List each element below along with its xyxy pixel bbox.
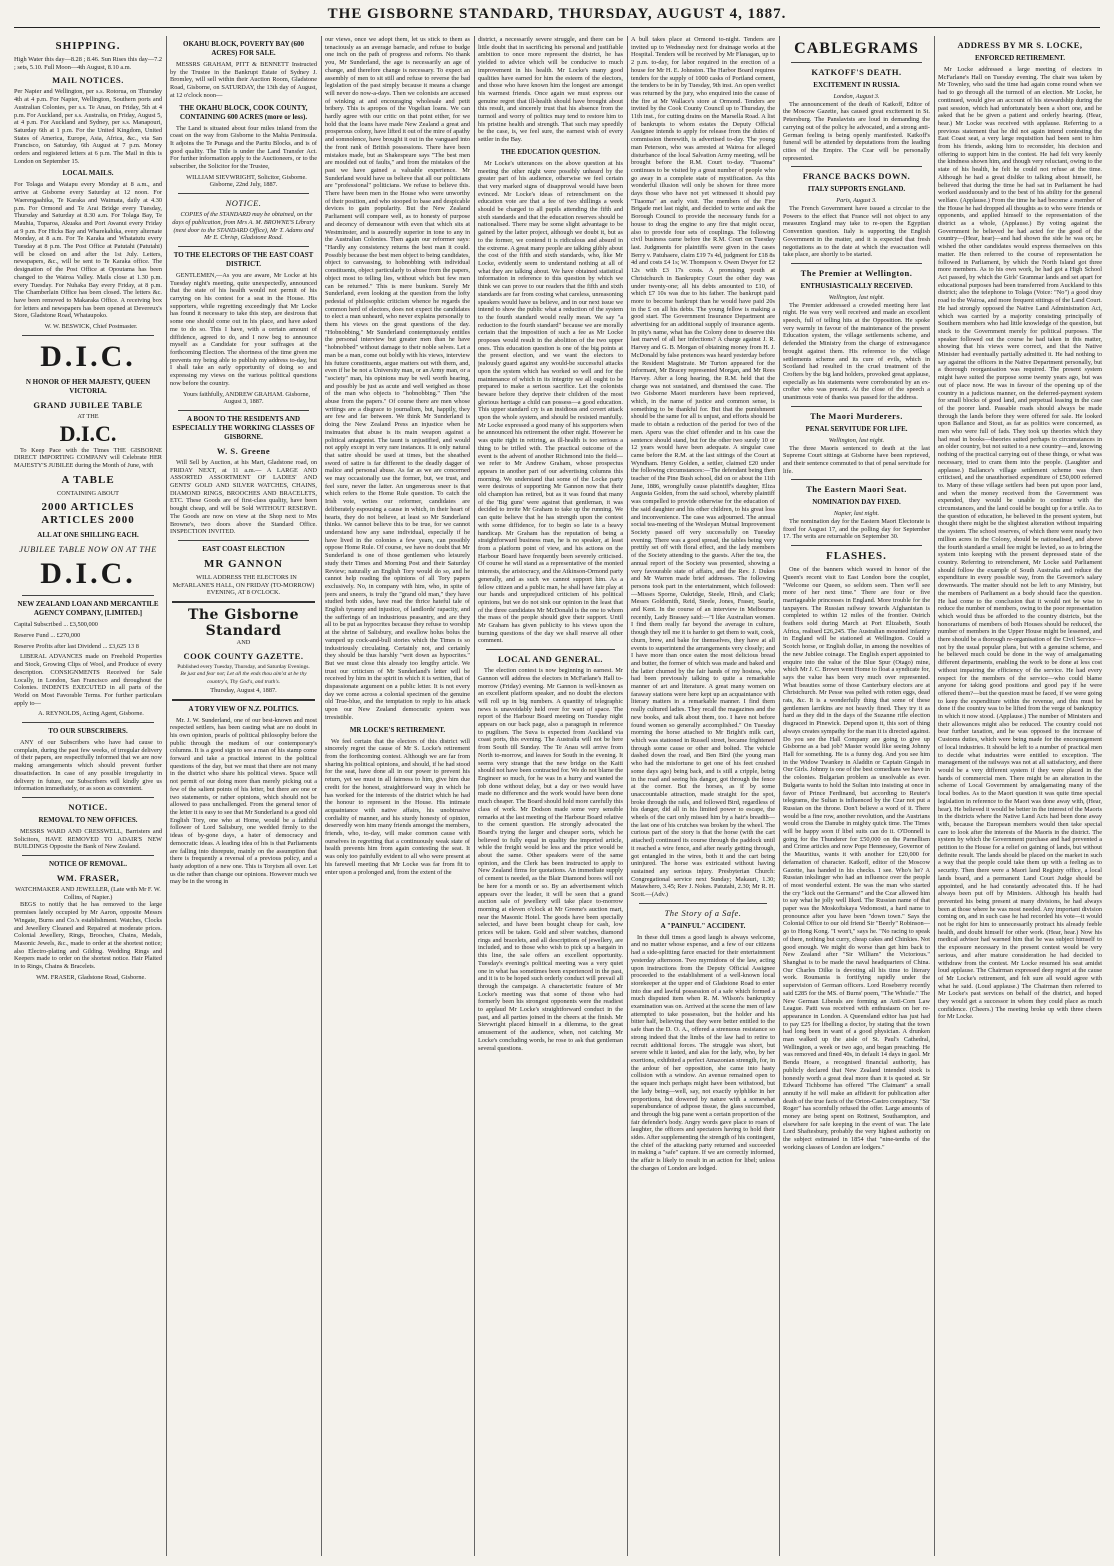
france-text: The French Government have issued a circular to the Powers to the effect that France will not object to any measures England may take to re-open the Egyptian Convention question. Italy is supporting the English Government in the matter, and it is expected that fresh negotiations as to the date at which the evacuation will take place, are shortly to be started. — [783, 205, 930, 259]
rule — [791, 62, 922, 63]
masthead-title: THE GISBORNE STANDARD, THURSDAY, AUGUST 4, 1887. — [327, 6, 787, 22]
story-of-safe-text: In these dull times a good laugh is always welcome, and no matter whose expense, and a few of our citizens had a side-splitting farce enacted for their entertainment yesterday afternoon. Two myrmidons of the law, acting upon instructions from the Deputy Official Assignee proceeded to the establishment of a well-known local storekeeper at the upper end of Gladstone Road to enter into due and lawful possession of a safe which formed a much disputed item when R. M. Wilson's bankruptcy examination was on. Arrived at the scene the men of law attempted to take possession, but the holder and his bitter half, believing that they were better entitled to the safe than the D. O. A., offered a strenuous resistance so strong indeed that the limbs of the law had to retire to recruit additional forces. The struggle was short, but severe while it lasted, and alas for the lady, who, by her exertions, exhibited a perfect Amazonian strength, for, in the ardour of her opposition, she came into hasty collision with a window. An avenue remained open to the square inch perhaps might have been withstood, but the lady being—well, say, not exactly sylphlike in her proportions, but dowered by nature with a somewhat superabundance of adipose tissue, the glass succumbed, and through the big pane went a certain proportion of the fair defender's body. Angry words gave place to roars of laughter, the officers and spectators having to hold their sides. After supplementing the strength of his contingent, the chief of the attacking party returned and succeeded in making a "safe" capture. If we are correctly informed, the affair is likely to result in an action for libel; unless the charges of London are lodged. — [631, 933, 775, 1172]
electors-letter: GENTLEMEN,—As you are aware, Mr Locke at his Tuesday night's meeting, quite unexpectedly, announced that the state of his health would not permit of his carrying on his contest for a seat in the House. His supporters, while regretting exceedingly that Mr Locke has found it necessary to take this step, are desirous that some one should come out in his place, and have asked me to do so. This I have, with a certain amount of diffidence, agreed to do, and I now beg to announce myself as a Candidate for your suffrages at the forthcoming Election. The shortness of the time given me prevents my being able to publish my address to-day, but I shall take an early opportunity of doing so and expressing my views on the various political questions now before the country. — [170, 271, 317, 387]
rule — [22, 335, 154, 336]
katkoff-heading: KATKOFF'S DEATH. — [811, 67, 902, 77]
mail-notices-text: Per Napier and Wellington, per s.s. Rotorua, on Thursday 4th at 4 p.m. For Napier, Wellington, Southern ports and Australian Colonies, per s.s. Te Anau, on Friday, 5th at 4 p.m. For Auckland, per s.s. Australia, on Friday, August 5, at 4 p.m. For Auckland and Sydney, per s.s. Manapouri, Saturday 6th at 1 p.m. For the United Kingdom, United States of America, Europe, Asia, Africa, &c., via San Francisco, on Saturday, 6th August at 7 p.m. Money orders and registered letters at 6 p.m. The Mail in this is London on September 15. — [14, 88, 162, 165]
maori-murderers-text: The three Maoris sentenced to death at the last Supreme Court sittings at Gisborne have been reprieved, and their sentence commuted to that of penal servitude for life. — [783, 444, 930, 475]
postmaster-signature: W. W. BESWICK, Chief Postmaster. — [44, 323, 138, 331]
local-general-continued: A bull takes place at Ormond to-night. Tenders are invited up to Wednesday next for drainage works at the Hospital. Tenders will be received by Mr Flanagan, up to 2 p.m. to-day, for labor required in the erection of a house for Mr H. E. Johnston. The Harbor Board requires tenders for the supply of 1000 casks of Portland cement, the tenders to be in by Tuesday, 9th inst. An open verdict was returned by the jury, who enquired into the cause of the fire at Mr Wallace's store at Ormond. Tenders are invited by the Cook County Council up to Thursday, the 11th inst., for cutting drains on the Marsella Road. A list of bankrupts to whom estates the Deputy Official Assignee intends to apply for release from the duties of commission therewith, is advertised to-day. The young man Peterson, who was arrested at Wairoa for alleged disturbance of the local Salvation Army meeting, will be brought before the R.M. Court to-day. "Tuaoma" continues to be visited by a great number of people who go away in a complete state of mystification. As this wonderful illusion will only be shown for three more days those who have not yet witnessed it should pay "Tuaoma" an early visit. The members of the Fire Brigade met last night, and decided to write and ask the Borough Council to provide the necessary funds for a house to drag the engine to any fire that might occur, also to provide four sets of couplings. The following civil business came before the R.M. Court on Tuesday last. Judgments for plaintiffs were given in the cases Berry v. Patuhaere, claim £19 7s 4d, judgment for £18 8s 4d and costs £4 1s; W. Thompson v. Owen Dwyer for £2 12s with £3 17s costs. A promising youth at Christchurch in Bankruptcy Court the other day was under twenty-one; all his debts amounted to £10, of which £7 10s was due to his father. The bankrupt paid more to become bankrupt than he would have paid 20s in the £ on all his debts. The young fellow is making a good start. The Government Insurance Department are advertising for an additional supply of insurance agents. In pity's name, what has the Colony done to deserve this last marvel of all her infections? A charge against J. R. Harvey and G. B. Morgan of obtaining money from H. J. McDonald by false pretences was heard yesterday before the Resident Magistrate. Mr Turton appeared for the informant, Mr Bracey represented Morgan, and Mr Rees Harvey. After a long hearing, the R.M. held that the charge was not sustained, and dismissed the case. The two Gisborne Maori murderers have been reprieved, which, in the name of justice and common sense, is something to be thankful for. But that the punishment should be the same for all is unjust, and efforts should be made to obtain a reduction of the period for two of the men. Aperu was the chief offender and in his case the sentence should stand, but for the other two surely 10 or 12 years would have been adequate. A singular case came before the R.M. at the last sittings of the Court at Wyndham. Henry Golden, a settler, claimed £20 under the following circumstances:—The defendant being then teacher of the Pine Bush school, did on or about the 11th June, 1886, wrongfully cause plaintiff's daughter, Eliza Augusta Golden, from the said school, whereby plaintiff was compelled to provide otherwise for the education of the said daughter and his other children, to his great loss and inconvenience. The case was adjourned. The annual social tea-meeting of the Wesleyan Mutual Improvement Society passed off very successfully on Tuesday evening. There was a good spread, the tables being very prettily set off with floral effect, and the lady members of the Society attending to the guests. After the tea, the annual report of the Society was presented, showing a very favourable state of affairs, and the Rev. J. Dukes and Mr Warren made brief addresses. The following persons took part in the entertainment, which followed:—Misses Sporne, Oakridge, Steele, Hirsh, and Clark; Messrs Goldsmith, Reid, Steele, Jones, Fraser, Searle, and Kent. In the course of an interview in Melbourne recently, Lady Brassey said:—"I like Australian women. I find them really far beyond the average in culture, though they tell me it is harder to get them to wait, cook, churn, brew, and bake for themselves, they have at all events to superintend the arrangements very closely; and I have more than once eaten the most delicious bread and butter, the former of which was made and baked and the latter churned by the fair hands of my hostess, who had been previously talking to quite a remarkable manner of art and literature. A great many women on faraway stations were here kept up an acquaintance with literary matters in a remarkable manner. I find them really cultured ladies. They recall the magazines and the new books, and talk about them, too. I have not before found women so generally accomplished." On Tuesday morning the horse attached to Mr Bright's milk cart, which was stationed in Russell street, became frightened through some cause or other and bolted. The vehicle dashed down the road, and Ben Bird (the young man who had the misfortune to get one of his feet crushed some days ago) being back, and is still a cripple, being in the road and seeing his danger, got through the fence at the corner. But the horses, as if by some unaccountable attraction, made straight for the spot, broke through the rails, and followed Bird, regardless of his danger, did all in his limited power to escape, the wheels of the cart only missed him by a hair's breadth—the last one of his crutches was broken by the wheel. The curious part of the story is that the horse (with the cart attached) continued its course through the paddock until it reached a wire fence, and after nearly getting through, got entangled in the wires, both it and the cart being uninjured. The horse was extricated without having sustained any serious injury. Presbyterian Church: Congregational service next Sunday; Makauri, 1.30; Matawhero, 3.45; Rev J. Nokes. Patutahi, 2.30; Mr R. H. Scott.—(Adv.) — [631, 36, 775, 899]
notice-text: MESSRS WARD AND CRESSWELL, Barristers and Solicitors, HAVE REMOVED TO ADAIR'S NEW BUILDINGS Opposite the Bank of New Zealand. — [14, 827, 162, 851]
column-divider — [321, 36, 322, 1556]
rule — [639, 903, 767, 904]
nz-loan-text: LIBERAL ADVANCES made on Freehold Properties and Stock, Growing Clips of Wool, and Produce of every description. CONSIGNMENTS Received for Sale Locally, in London, San Francisco and throughout the Colonies. INDENTS EXECUTED in all parts of the World on Most Favorable Terms. For further particulars apply to— — [14, 653, 162, 707]
column-4 — [478, 36, 623, 1556]
maori-murderers-subheading: PENAL SERVITUDE FOR LIFE. — [805, 424, 908, 433]
jubilee-table-now-on: JUBILEE TABLE NOW ON AT THE — [19, 544, 157, 555]
subscribers-heading: TO OUR SUBSCRIBERS. — [48, 727, 128, 736]
nz-loan-reserve: Reserve Fund ... £270,000 — [14, 632, 81, 640]
rule — [791, 263, 922, 264]
education-question-text: Mr Locke's utterances on the above question at his meeting the other night were possibly unheard by the greater part of his audience, otherwise we feel certain that very marked signs of disapproval would have been evinced. Mr Locke's ideas of retrenchment on the education vote are that a fee of two shillings a week should be charged to all pupils attending the fifth and sixth standards and that the education reserves should be nationalised. There may be some slight advantage to be gained by the latter project, although we doubt it, but as to the former, we contend it is ridiculous and absurd in the extreme. A great many people are talking glibly about the cost of the fifth and sixth standards, who, like Mr Locke, evidently seem to understand nothing at all of what they are talking about. We have obtained statistical information in reference to this question by which we think we can prove to our readers that the fifth and sixth standards are far from costing what careless, unreasoning speakers would have us believe, and in our next issue we intend to show the public what a reduction of the system to the fourth standard would really mean. We say "a reduction to the fourth standard" because we are morally certain that the imposition of such a fee as Mr Locke proposes would result in the abolition of the two upper ones. This education question is one of the big points at the present election, and we want the electors to jealously guard against any would-be successful attacks upon the system which has worked so well and for the maintenance of which in its integrity we all ought to be prepared to make a serious sacrifice. Let the colonists beware before they deprive their children of the most glorious heritage a child can possess—a good education. This upper standard cry is an insidious and covert attack upon the whole system, and should be resisted manfully. Mr Locke expressed a good many of his supporters when he announced his retirement the other night. However he was quite right in retiring, as ill-health is too serious a thing to be trifled with. The practical outcome of the event is the advent of another Richmond into the field—we refer to Mr Andrew Graham, whose prospectus appears in another part of our advertising columns this morning. We understand that some of the Locke party were desirous of supporting Mr Gannon now that their old champion has retired, but as it was found that many of the 'Big guns' were against that gentleman, it was decided to invite Mr Graham to take up the running. We can quite believe that he has strength upon the contest with some diffidence, for to begin so late is a heavy handicap. Mr Graham has the reputation of being a straightforward business man, he is no speaker, at least from a platform point of view, and his actions on the Harbour Board have frequently been severely criticised. Of course he will stand as a representative of the monied interests, the aristocracy, and the Atkinson-Ormond party generally, and as such we cannot support him. As a fellow citizen and a public man, he shall have fair play at our hands and unprejudiced criticism of his political opinions, but we do not sink our opinion in the least that of the three candidates Mr McDonald is the one to whom the mass of the people should give their support. Until Mr Graham has given publicity to his views upon the burning questions of the day we shall reserve all other comment. — [478, 159, 623, 645]
tory-view-text: Mr. J. W. Sunderland, one of our best-known and most respected settlers, has been casting what are no doubt in his own opinion, pearls of political philosophy before the public through the medium of our contemporary's columns. It is a good sign to see a man of his stamp come forward and take a practical interest in the political questions of the day, but we must that there are not many in the district who share his political views. Space will not permit of our doing more than merely picking out a few of the salient points of his letter, but there are one or two statements, or rather opinions, which should not be allowed to pass unchallenged. From the general tenor of the letter it is easy to see that Mr Sunderland is a good old English Tory, one who at Home, would be a faithful follower of Lord Salisbury, one wedded firmly to the ideas of by-gone days, a hater of democracy and democratic ideas. A leading idea of his is that Parliaments are falling into disrepute, mainly on the assumption that there is frequently a reversal of a previous policy, and a hasty adoption of a new one. This is Toryism all over. Let us die rather than change our opinions. However much we may be in the wrong in — [170, 716, 317, 886]
locke-address-subheading: ENFORCED RETIREMENT. — [974, 54, 1066, 62]
education-question-heading: THE EDUCATION QUESTION. — [500, 147, 601, 156]
okahu-description: The Land is situated about four miles inland from the coast on the way from Gisborne to the Mahia Peninsula. It adjoins the Te Punaga and the Paritu Blocks, and is of good quality. The Title is under the Land Transfer Act. For further information apply to the Auctioneers, or to the subscriber, the Solicitor for the Trustee, — [170, 124, 317, 171]
rule — [22, 855, 154, 856]
column-divider — [627, 36, 628, 1556]
fraser-signature: WM. FRASER, Gladstone Road, Gisborne. — [36, 973, 146, 981]
tory-view-continued: our views, once we adopt them, let us stick to them as tenaciously as an average barnacle, and refuse to budge one inch on the path of progress and reform. No thank you, Mr Sunderland, the age is necessarily an age of change, and therefore change is necessary. To expect an assembly of men to sit still and refuse to reverse the bad legislation of the past simply because it means a change will never do now-a-days. Then we colonists are accused of winking at and encouraging wholesale and petit bribery. This is apropos of the Vogelian loans. We can hardly agree with our critic on that point either, for we hold that the loans have made New Zealand a great and prosperous colony, have lifted it out of the mire of apathy and somnolence, have brought it out in the vanguard into the front rank of British possessions. There have been mistakes made, but as Shakespeare says "The best men are moulded out of faults," and from the mistakes of the past we have gained a valuable experience. Mr Sunderland would have us believe that all our politicians are "professional" politicians. We refuse to believe this. There have been men in the House who were unworthy of their position, and who stooped to base and despicable devices to gain popularity. But the New Zealand Parliament will compare well, as to honesty of purpose and decency of demeanour with even that which sits at Westminster, and is assuredly superior in tone to any in the Australian Colonies. Then again our reformer says: "Hardly any consistency returns the best man it could. Possibly because the best men object to being candidates, object to canvassing, to hobnobbing with individual constituents, object particularly to abuse from the papers, object most to telling lies, without which but few men can be returned." This is mere bunkum. Surely Mr Sunderland, even looking at the question from the lofty pedestal of philosophic criticism whence he regards the common herd of electors, does not expect the candidates to elect a man unheard, who never explains personally to them his views on the great questions of the day. "Hobnobbing," Mr Sunderland contemptuously entitles the personal interview but greater men than he have "hobnobbed" without damage to their noble selves. Let a man be a man, come out boldly with his views, interview his future constituents, argue matters out with them, and, even if he be not a University man, or an Army man, or a "society" man, his opinions may be well worth hearing, and possibly be just as acute and well weighed as those of the man who objects to "hobnobbing." Then "the abuse from the papers." Of course there are men whose writings are a disgrace to journalism, but, happily, they are few and far between. We think Mr Sunderland is doing the New Zealand Press an injustice when he insinuates that abuse is its main weapon against a political antagonist. The taunt is unjustified, and would not apply except in very rare instances. It is only natural that satire should be used at times, but the sheathed sword of satire is far different to the deadly dagger of malice and personal abuse. As far as we are concerned we may occasionally use the former, but, we trust, and feel sure, never the latter. An ungenerous sneer is that which refers to the Home Rule question. To catch the Irish vote, writes our reformer, candidates are deliberately espousing a cause in which, in their heart of hearts, they do not believe, at least so Mr Sunderland thinks. We cannot believe this to be true, for we cannot understand how any sane individual, especially if he have lived in the colonies a few years, can possibly oppose Home Rule. Of course, we have no doubt that Mr Sunderland is one of those gentlemen who leisurely study their Times and Morning Post and their Saturday Review; naturally an English Tory would do so, and he cannot help reading the opinions of all Tory papers exclusively. No, in company with him, who, in spite of jeers and sneers, is truly the "grand old man," they have studied both sides, have read the thrice hateful tale of English tyranny and injustice, of landlords' rapacity, and the sufferings of an industrious peasantry, and are they all to be put as hypocrites because they refuse to worship at the shrine of Salisbury, and swallow holus bolus the vamped up cock-and-bull stories which the Times is so industriously circulating. Certainly not, and certainly they should be thus harshly "writ down as hypocrites." But we must close this already too lengthy article. We trust our criticism of Mr Sunderland's letter will be received by him in the spirit in which it is written, that of dispassionate argument on a public letter. It is not every day we come across a colonial specimen of the genuine old True-blue, and the temptation to reply to his attack upon our New Zealand democratic system was irresistible. — [325, 36, 470, 721]
premier-dateline: Wellington, last night. — [828, 293, 885, 301]
rule — [486, 649, 615, 650]
locke-retirement-text: We feel certain that the electors of this district will sincerely regret the cause of Mr S. Locke's retirement from the forthcoming contest. Although we are far from sharing his political opinions, and should, if he had stood for the seat, have done all in our power to prevent his return, yet we must in all fairness to him, give him due credit for the honest, straightforward way in which he has worked for the interests of the district which he had the honour to represent in the House. His intimate acquaintance with native affairs, his unobtrusive cordiality of manner, and his sturdy honesty of opinion, deservedly won him many friends amongst the members, friends, who, to-day, will make common cause with ourselves in regretting that a continuously weak state of health prevents him from again contesting the seat. It was only too painfully evident to all who were present at his farewell meeting that Mr Locke was far from fit to enter upon a prolonged and, from the extent of the — [325, 737, 470, 876]
locke-retirement-heading: MR LOCKE'S RETIREMENT. — [349, 725, 446, 734]
eastern-maori-text: The nomination day for the Eastern Maori Electorate is fixed for August 17, and the polling day for September 17. The writs are returnable on September 30. — [783, 518, 930, 541]
dic-logo-2: D.I.C. — [40, 557, 136, 591]
premier-subheading: ENTHUSIASTICALLY RECEIVED. — [800, 281, 913, 290]
rule — [791, 545, 922, 546]
shipping-heading: SHIPPING. — [55, 40, 121, 52]
france-dateline: Paris, August 3. — [836, 197, 877, 205]
mail-notices-heading: MAIL NOTICES. — [52, 75, 124, 86]
nz-loan-profits: Reserve Profits after last Dividend ... £3,625 13 8 — [14, 642, 139, 650]
notice-heading: NOTICE. — [68, 801, 108, 812]
gannon-text: WILL ADDRESS THE ELECTORS IN McFARLANE'S HALL, ON FRIDAY (TO-MORROW) EVENING, AT 8 O'CLOCK. — [172, 573, 315, 597]
jubilee-dic: D.I.C. — [59, 420, 117, 446]
subscribers-text: ANY of our Subscribers who have had cause to complain, during the past few weeks, of irregular delivery of their papers, are respectfully informed that we are now making arrangements which should prevent further dissatisfaction. In case of any possible irregularity in delivery in future, our Subscribers will kindly give us information immediately, or as soon as convenient. — [14, 739, 162, 793]
greene-auction-text: Will Sell by Auction, at his Mart, Gladstone road, on FRIDAY NEXT, at 11 a.m.— A LARGE AND ASSORTED ASSORTMENT OF LADIES' AND GENTS' GOLD AND SILVER WATCHES, CHAINS, DIAMOND RINGS, BROOCHES AND BRACELETS, ETC. These Goods are of first-class quality, have been bought cheap, and will be Sold WITHOUT RESERVE. The Goods are now on view at the Shop next to Mrs Browne's, two doors above the Standard Office. INSPECTION INVITED. — [170, 458, 317, 536]
column-5 — [631, 36, 775, 1556]
paper-publication-days: Published every Tuesday, Thursday, and Saturday Evenings. — [177, 663, 310, 670]
rule — [791, 166, 922, 167]
electors-signature: Yours faithfully, ANDREW GRAHAM. Gisborne, August 3, 1887. — [182, 390, 311, 406]
paper-nameplate: The Gisborne Standard — [187, 607, 300, 640]
france-subheading: ITALY SUPPORTS ENGLAND. — [807, 185, 906, 194]
eastern-maori-heading: The Eastern Maori Seat. — [806, 484, 907, 495]
boon-heading: A BOON TO THE RESIDENTS AND ESPECIALLY THE WORKING CLASSES OF GISBORNE. — [172, 414, 315, 441]
rule — [178, 410, 309, 411]
premier-heading: The Premier at Wellington. — [800, 267, 913, 278]
locke-retirement-continued: district, a necessarily severe struggle, and there can be little doubt that in sacrificing his personal and justifiable ambition to once more represent the district, he has yielded to advice which will be conducive to much improvement in his health. Mr Locke's many good qualities have earned for him the esteem of the electors, and those who have known him the longest are amongst his warmest friends. Once again we must express our genuine regret that ill-health should have brought about this result, and sincerely trust that his absence from the turmoil and worry of politics may tend to restore him to his pristine health and strength. That such may speedily be the case, is, we feel sure, the earnest wish of every settler in the Bay. — [478, 36, 623, 144]
rule — [791, 406, 922, 407]
electors-heading: TO THE ELECTORS OF THE EAST COAST DISTRICT. — [173, 250, 314, 268]
greene-name: W. S. Greene — [216, 445, 271, 456]
removal-subheading: REMOVAL TO NEW OFFICES. — [38, 815, 138, 824]
jubilee-table-word: A TABLE — [61, 473, 115, 486]
fraser-trade: WATCHMAKER AND JEWELLER, (Late with Mr F. W. Collins, of Napier.) — [15, 886, 161, 901]
rule — [172, 699, 315, 701]
jubilee-2000-articles: 2000 ARTICLES ARTICLES 2000 — [41, 501, 135, 527]
removal-notice-heading: NOTICE OF REMOVAL. — [49, 860, 127, 869]
rule — [172, 601, 315, 603]
shipping-text: High Water this day—8.28 ; 8.46. Sun Rises this day—7.2 ; sets, 5.10. Full Moon—4th August, 8.10 a.m. — [14, 56, 162, 71]
rule — [22, 797, 154, 798]
story-of-safe-heading: The Story of a Safe. — [664, 907, 742, 918]
okahu-text: MESSRS GRAHAM, PITT & BENNETT Instructed by the Trustee in the Bankrupt Estate of Sydney J. Bromley, will sell within their Auction Room, Gladstone Road, Gisborne, on SATURDAY, the 13th day of August, at 12 o'clock noon— — [170, 61, 317, 99]
cablegrams-heading: CABLEGRAMS — [794, 40, 919, 57]
paper-date: Thursday, August 4, 1887. — [210, 686, 277, 694]
column-6 — [783, 36, 930, 1556]
column-1 — [14, 36, 162, 1556]
fraser-name: WM. FRASER, — [56, 873, 120, 884]
eastern-maori-dateline: Napier, last night. — [833, 510, 880, 518]
local-general-heading: LOCAL AND GENERAL. — [497, 654, 604, 665]
maori-murderers-heading: The Maori Murderers. — [810, 410, 903, 421]
nz-loan-capital: Capital Subscribed ... £3,500,000 — [14, 621, 98, 629]
column-divider — [474, 36, 475, 1556]
okahu-heading: OKAHU BLOCK, POVERTY BAY (600 ACRES) FOR SALE. — [183, 40, 304, 57]
local-general-text: The election contest is now beginning in earnest. Mr Gannon will address the electors in McFarlane's Hall to-morrow (Friday) evening. Mr Gannon is well-known as an excellent platform speaker, and no doubt the electors will roll up in big numbers. A quantity of telegraphic news is unavoidably held over for want of space. The report of the Harbour Board meeting on Tuesday night appears on our back page, also a paragraph in reference to pugilism. The Suva is expected from Auckland via coast ports, this evening. The Australia will not be here from South till Sunday. The Te Anau will arrive from North to-morrow, and leaves for South in the evening. It seems very strange that the new bridge on the Kaiti should not have been contracted for. We do not blame the Engineer so much, for he was in a hurry and wanted the job done without delay, but a day or two would have made no difference and the work would have been done much cheaper. The Board should hold more carefully this class of work. Mr Dodson made some very sensible remarks at the last meeting of the Harbour Board relative to the cement question. He strongly advocated the Board's trying the larger and cheaper sorts, which he believed to fully equal in quality the imported article, while the freight would be less and the price would be about the same. Other speakers were of the same opinion, and the Clerk has been instructed to apply to New Zealand firms for quotations. An immediate supply of cement is needed, as the Blair Diamond bores will not be here for a month or so. By an advertisement which appears over the leader, it will be seen that a grand auction sale of jewellery will take place to-morrow morning at eleven o'clock at Mr Greene's auction mart, near the Masonic Hotel. The goods have been specially selected, and have been bought cheap for cash, low prices will be taken. Gold and silver watches, diamond rings and bracelets, and all descriptions of jewellery, are included, and to those who wish to pick up a bargain in this line, the sale offers an excellent opportunity. Tuesday's evening's political meeting was a very quiet one in what has sometimes been experienced in the past, and it is to be hoped such orderly conduct will prevail all through the campaign. A characteristic feature of Mr Locke's meeting was that some of those who had formerly been his strongest opponents were the readiest to applaud Mr Locke's straightforward conduct in the past, and all parties joined in the cheers at the finish. Mr Sievwright placed himself in a dilemma, to the great amusement of the audience, when, not catching Mr Locke's concluding words, he rose to ask that gentleman several questions. — [478, 667, 623, 1052]
rule — [178, 246, 309, 247]
jubilee-containing: CONTAINING ABOUT — [57, 489, 119, 497]
notice-copies-text: COPIES of the STANDARD may be obtained, on the days of publication, from Mrs A. M. BROWNE'S Library (next door to the STANDARD Office), Mr T. Adams and Mr E. Chrisp, Gladstone Road. — [172, 211, 315, 242]
france-heading: FRANCE BACKS DOWN. — [802, 171, 911, 182]
locke-address-heading: ADDRESS BY MR S. LOCKE, — [957, 40, 1083, 50]
rule — [178, 540, 309, 541]
locke-address-text: Mr Locke addressed a large meeting of electors in McFarlane's Hall on Tuesday evening. The chair was taken by Mr Townley, who said the time had again come round when we had to go through all the turmoil of an election. Mr Locke, he continued, would give an account of his stewardship during the past session, which had unfortunately been a short one, and he asked that he be given a patient and orderly hearing. (Hear, hear.) Mr Locke was received with applause. Referring to a previous statement that he did not again intend contesting the East Coast seat, a very large requisition had been sent to him from his friends, asking him to reconsider, his decision and offering to support him in the contest. He had felt very keenly the kindness shown him, and though very reluctant, owing to the state of his health, he felt he could not refuse at the time. Although he had a great dislike to talking about himself, he believed that during the time he had sat in Parliament he had worked assiduously and to the best of his ability for the general welfare. (Applause.) From the time he had become a member of the House he had dropped all thoughts as to who were friends or opponents, and applied himself to the representation of the district as a whole, (Applause.) By voting against the Government he believed he had acted for the good of the country—(Hear, hear)—and had shown the side he was on; he wished the other candidates would express themselves on this matter. He then referred to the course of representation he followed in Parliament, by which the North Island got three more members. As to his own work, he had got a High School Act passed, by which the Girls' Grammar lands and set apart for educational purposes had been transferred from Auckland to this district; also the telephone to Tolaga (Voice: "No") a good dray road to the Wairoa, and more frequent sittings of the Land Court. He had strongly opposed the Native Land Administration Act, which was carried by a majority consisting principally of Southern members who had little knowledge of the question, but stuck to the Government merely for political purposes. The speaker followed out the course he had taken in this matter, showing that his views were correct, and that the Native Minister had eventually partially admitted it. He had nothing to say against the officers in the Native Department personally, but a thorough reorganisation was required. The present system might have suited the purpose some twenty years ago, but was out of place now. He was in favour of the opening up of the country in a judicious manner, on the deferred-payment system for small blocks of good land, and perpetual leasing in the case of the poorer land. Passable roads should always be made through the lands before they were offered for sale. He looked upon Ballance and Stout, as far as politics were concerned, as men who were full of fads. They took up theories which they had read in books—theories suited perhaps to circumstances in an older country, but not suited to a new country—and, knowing nothing of the practical carrying out of these things, or what was necessary, tried to cram them into the people. (Laughter and applause.) Ballance's village settlement scheme was then criticised, and the unauthorised expenditure of £50,000 referred to. Many of these village settlers had been put upon poor land, and when the money received from the Government was expended, they would be unable to continue with the circumstances, and the land could be bought up for a trifle. As to the question of education, he believed in the present system, but thought there might be the slightest alteration without impairing the system. The school reserves, of which there were nearly two million acres in the Colony, should be nationalised, and above the fourth standard a small fee might be levied, so as to bring the system into keeping with the present depressed state of the country. Referring to retrenchment, Mr Locke said Parliament should follow the example of South Australia and reduce the expenditure in every possible way, from the Governor's salary downwards. The matter should not be left to any Ministry, but the members of Parliament as a body should face the question. He had come to the conclusion that it would not be wise to reduce the number of members, owing to the poor representation which would thus be afforded to the country districts, but the honorariums of members of both Houses should be reduced, the number of members in the Upper House might be lessened, and there should be a thorough re-organisation of the Civil Service—not by the usual popular plans, but with a genuine scheme, and he believed much could be done in the way of amalgamating different departments, enabling the work to be done at less cost without impairing the efficiency of the service. He had every respect for the members of the service—who could blame anyone for taking good positions and good pay if he were offered them?—but the question must be faced, if we were going to keep the expenditure within the revenue, and this must be done if the country was to be lifted from the verge of bankruptcy in which it now stood. (Applause.) The number of Ministers and their allowances might also be reduced. The country could not bear further taxation, and he was opposed to the increase of Customs duties, which were being made for the encouragement of local industries. It should be left to a number of practical men to decide what industries were entitled to exception. The management of the railways was not at all satisfactory, and there would be a very different system if they were placed in the hands of commercial men. There might be an alteration in the scheme of Local Government by amalgamating many of the local bodies. As to the Maori question it was quite time special legislation in reference to the Maori was done away with, (Hear, hear). He believed it would be better in the interest of the Maoris in the districts where the Native Land Acts had been done away with, because the European members would then take special care to look after the interests of the Maoris in the district. The system by which the Government purchase and had prevented a petition to the House for a relief on gaining of lands, but without definite result. The lands should be placed on the market in such a way that the people could take them up with a feeling as to security. Then there were a Maori land Registry office, a local lands board, and a permanent Land Court Judge should be appointed, and he had constantly advocated this. If he had always been put off by Ministers. Although his health had prevented his being present at many divisions, he had always been at those where he was most needed. Any important division coming on, and in such case he had recorded his vote—it would not be right for him to unnecessarily protract his already feeble health, and doubt himself for other work. (Hear, hear.) Now his medical advisor had warned him that he was subject himself to the exposure necessary in the present contest would be very serious, and after mature consideration he had decided to withdraw from the contest. Mr Locke resumed his seat amidst loud applause. The Chairman expressed deep regret at the cause of Mr Locke's retirement, and felt sure all would agree with what he said. (Loud applause.) The Chairman then referred to Mr Locke's past services on behalf of the district, and hoped they would get a successor in whom they could place as much confidence. (Cheers.) The meeting broke up with three cheers for Mr Locke. — [938, 66, 1102, 1021]
okahu-signature: WILLIAM SIEVWRIGHT, Solicitor, Gisborne. Gisborne, 22nd July, 1887. — [186, 173, 307, 189]
eastern-maori-subheading: NOMINATION DAY FIXED. — [812, 498, 901, 507]
flashes-heading: FLASHES. — [826, 550, 887, 563]
column-divider — [934, 36, 935, 1556]
katkoff-subheading: EXCITEMENT IN RUSSIA. — [813, 81, 900, 89]
jubilee-one-shilling: ALL AT ONE SHILLING EACH. — [37, 531, 139, 540]
fraser-text: BEGS to notify that he has removed to the large premises lately occupied by Mr Aaron, opposite Messrs Wingate, Burns and Co.'s establishment. Watches, Clocks and Jewellery Cleaned and Repaired at moderate prices. Colonial Jewellery, Rings, Brooches, Chains, Medals, Masonic Jewels, &c., made to order at the shortest notice; also Electro-plating and Gilding. Wedding Rings and Keepers made to order on the shortest notice. Hair Plaited in to Rings, Chains & Bracelets. — [14, 901, 162, 971]
masthead-rule — [14, 27, 1100, 28]
gannon-name: MR GANNON — [204, 557, 283, 570]
katkoff-dateline: London, August 3. — [833, 93, 880, 100]
column-7 — [938, 36, 1102, 1556]
local-mails-text: For Tolaga and Waiapu every Monday at 8 a.m., and arrive at Gisborne every Saturday at 12 noon. For Waerengaahika, Te Karaka and Waimata, daily at 4.30 p.m. For Ormond and Te Arai Bridge every Tuesday, Thursday and Saturday at 8.30 a.m. For Tolaga Bay, Te Mauhia, Tuparoa, Akuaka and Port Awanui every Friday at 9 p.m. For Hicks Bay and Wharekahika, every alternate Monday, at 8 a.m. For Te Karaka and Whatatutu every Tuesday at 8 p.m. The Post Office at Patutahi (Patutahi) will be closed on and after the 1st July. Letters, newspapers, &c., will be sent to Te Karaka office. The designation of the Post Office at Opoutama has been changed to the Wairoa Valley. Mails close at 1.30 p.m. every Tuesday. For Nuhaka Bay every Friday, at 8 p.m. The Chamberlain Office has been closed. The letters &c. have been removed to Makaraka Office. A receiving box for letters and newspapers has been opened at Devereux's Store, Gladstone Road, Whataupoko. — [14, 181, 162, 320]
rule — [178, 193, 309, 194]
local-mails-heading: LOCAL MAILS. — [62, 169, 114, 178]
maori-murderers-dateline: Wellington, last night. — [828, 436, 885, 444]
rule — [22, 722, 154, 723]
paper-gazette: COOK COUNTY GAZETTE. — [183, 650, 304, 661]
dic-honor-line: N HONOR OF HER MAJESTY, QUEEN VICTORIA. — [25, 377, 151, 395]
rule — [22, 595, 154, 596]
nz-loan-heading: NEW ZEALAND LOAN AND MERCANTILE AGENCY COMPANY, [LIMITED.] — [17, 600, 159, 618]
nz-loan-signature: A. REYNOLDS, Acting Agent, Gisborne. — [38, 710, 144, 718]
jubilee-text: To Keep Pace with the Times THE GISBORNE DIRECT IMPORTING COMPANY will Celebrate HER MAJESTY'S JUBILEE during the Month of June, with — [14, 446, 162, 469]
story-of-safe-subheading: A "PAINFUL" ACCIDENT. — [660, 921, 746, 930]
east-coast-election-heading: EAST COAST ELECTION — [202, 544, 285, 553]
tory-view-heading: A TORY VIEW OF N.Z. POLITICS. — [188, 704, 299, 713]
paper-and: AND — [236, 639, 251, 647]
column-3 — [325, 36, 470, 1556]
premier-text: The Premier addressed a crowded meeting here last night. He was very well received and made an excellent speech, full of telling hits at the Opposition. He spoke very warmly in favour of the maintenance of the present Education system, the village settlements scheme, and defended the Ministry from the charge of extravagance brought against them. His reference to the village settlements scheme and its cure of evils, which in Scotland had resulted in the cruel treatment of the Crofters by the big land holders, provoked great applause, especially as his statements were corroborated by an ex-crofter who was present. At the close of the speech a unanimous vote of thanks was passed for the address. — [783, 301, 930, 402]
jubilee-table-heading: GRAND JUBILEE TABLE — [33, 399, 143, 410]
flashes-text: One of the banners which waved in honor of the Queen's recent visit to East London bore the couplet, "Welcome our Queen, so seldom seen. Then we'll see more of her next time." There are four or five marriageable princesses in England. More trouble for the taxpayers. The Russian railway towards Afghanistan is completed to within 12 miles of the frontier. Ostrich feathers sold during March at Port Elizabeth, South Africa, realised £26,245. The Australian mounted infantry in England will be stationed at Wellington. Could a Scotch horse, or English dollar, in among the novelties of the new Jubilee coinage. The English expert appointed to enquire into the value of the Blue Spur (Otago) mine, which Mr J. C. Brown went Home to float a syndicate for, says the value has been very much over represented. What beauties some of those Canterbury electors are at Christchurch. Mr Pesse was pelted with rotten eggs, dead rats, &c. It is a wonderfully thing that some of these gentlemen larrikins are not heavily fined. They try it as hard as they did in the days of the Suzanne rifle election disgraced in Pinewick. Depend upon it, this sort of thing always creates sympathy for the man it is directed against. Do you see the Hall Company are going to give up Gisborne as a bad job? Master would like seeing Johnny Hall for something. He is a funny dog. And you see him in the Widow Twankey in Aladdin or Captain Gingah in Our Girls. Johnny is one of the best comedians we have in the colonies. Bulgarian problem as unsolvable as ever. Bulgaria wants to hold the Sultan into insisting at once in favor of Prince Ferdinand, but according to Reuter's telegrams, the Sultan is influenced by the Czar not put a Russian on the throne. Don't believe a word of it. There would be a fine row, another revolution, and the Austrians would cross the Danube in mighty quick time. The Times will be happy soon if libel suits can do it. O'Donnell is going for the Thunderer for £50,000 on the Parnellism and Crime articles and now Pope Hennessey, Governor of the Mauritius, wants it with another for £20,000 for defamation of character. Katkoff, editor of the Moscow Gazette, has handed in his checks. I see. Who's he? A Russian inkslinger who had an influence over the people of most wonderful extent. He was the man who started the cry "kick out the Germans!" and the Czar allowed him to say what he jolly well liked. The Russian name of that paper was the Moskoftskaya Vedomosti, a hard name to pronounce after you have been "down town." Says the Colonial Office to our old friend Sir "Beerly" Robinson—go to Hong Kong. "I won't," says he. "No racing to speak of there, nothing but curry, cheap cakes and Chinkies. Not good enough. We might do worse than get him back to New Zealand after "Sir William" the Victorious." Shanghai is to be made the naval headquarters of China. Our Charles Dilke is devoting all his time to literary work. Roumania is fortifying rapidly under the supervision of German officers. Lord Roseberry recently said £285 for the MS. of Burns' poem, "The Whistle." The New German Liberals are forming an Anti-Corn Law League. Patti was received with enthusiasm on her re-appearance in London. A Queensland editor has just had to pay £25 for libelling a doctor, by stating that the town had long been in want of a good physician. A drunken man walked up the aisle of St. Paul's Cathedral, Wellington, a week or two ago, and began preaching. He was removed and fined 40s, in default 14 days in gaol. Mr Benda Hoare, a recognised financial authority, has publicly declared that New Zealand intended stock is honestly worth a great deal more than it is quoted at. Sir Edward Tichborne has offered "The Claimant" a small annuity if he will make an affidavit for publication after death of the true facts of the Orton-Castro conspiracy. "Sir Roger" has scornfully refused the offer. Large amounts of money are being spent on Rottnest, Southampton, and elsewhere for safe keeping in the event of war. The late Lord Shaftesbury, probably the very highest authority on the subject estimated in 1854 that "nine-tenths of the working classes of London are lodgers." — [783, 566, 930, 1151]
dic-logo: D.I.C. — [40, 339, 136, 373]
column-divider — [779, 36, 780, 1556]
rule — [791, 479, 922, 480]
column-divider — [166, 36, 167, 1556]
okahu-block: THE OKAHU BLOCK, COOK COUNTY, CONTAINING 600 ACRES (more or less). — [179, 103, 308, 121]
notice-heading-2: NOTICE. — [225, 198, 262, 209]
katkoff-text: The announcement of the death of Katkoff, Editor of the Moscow Gazette, has caused great excitement in St. Petersburg. The Panslavists are loud in demanding the carrying out of the policy he advocated, and a strong anti-German feeling is being openly manifested. Katkoff's funeral will be attended by deputations from the leading cities of the Empire. The Czar will be personally represented. — [783, 100, 930, 162]
column-2 — [170, 36, 317, 1556]
jubilee-at-the: AT THE — [77, 412, 99, 420]
paper-motto: Be just and fear not; Let all the ends thou aim'st at be thy country's, Thy God's, and truth's. — [180, 671, 307, 686]
